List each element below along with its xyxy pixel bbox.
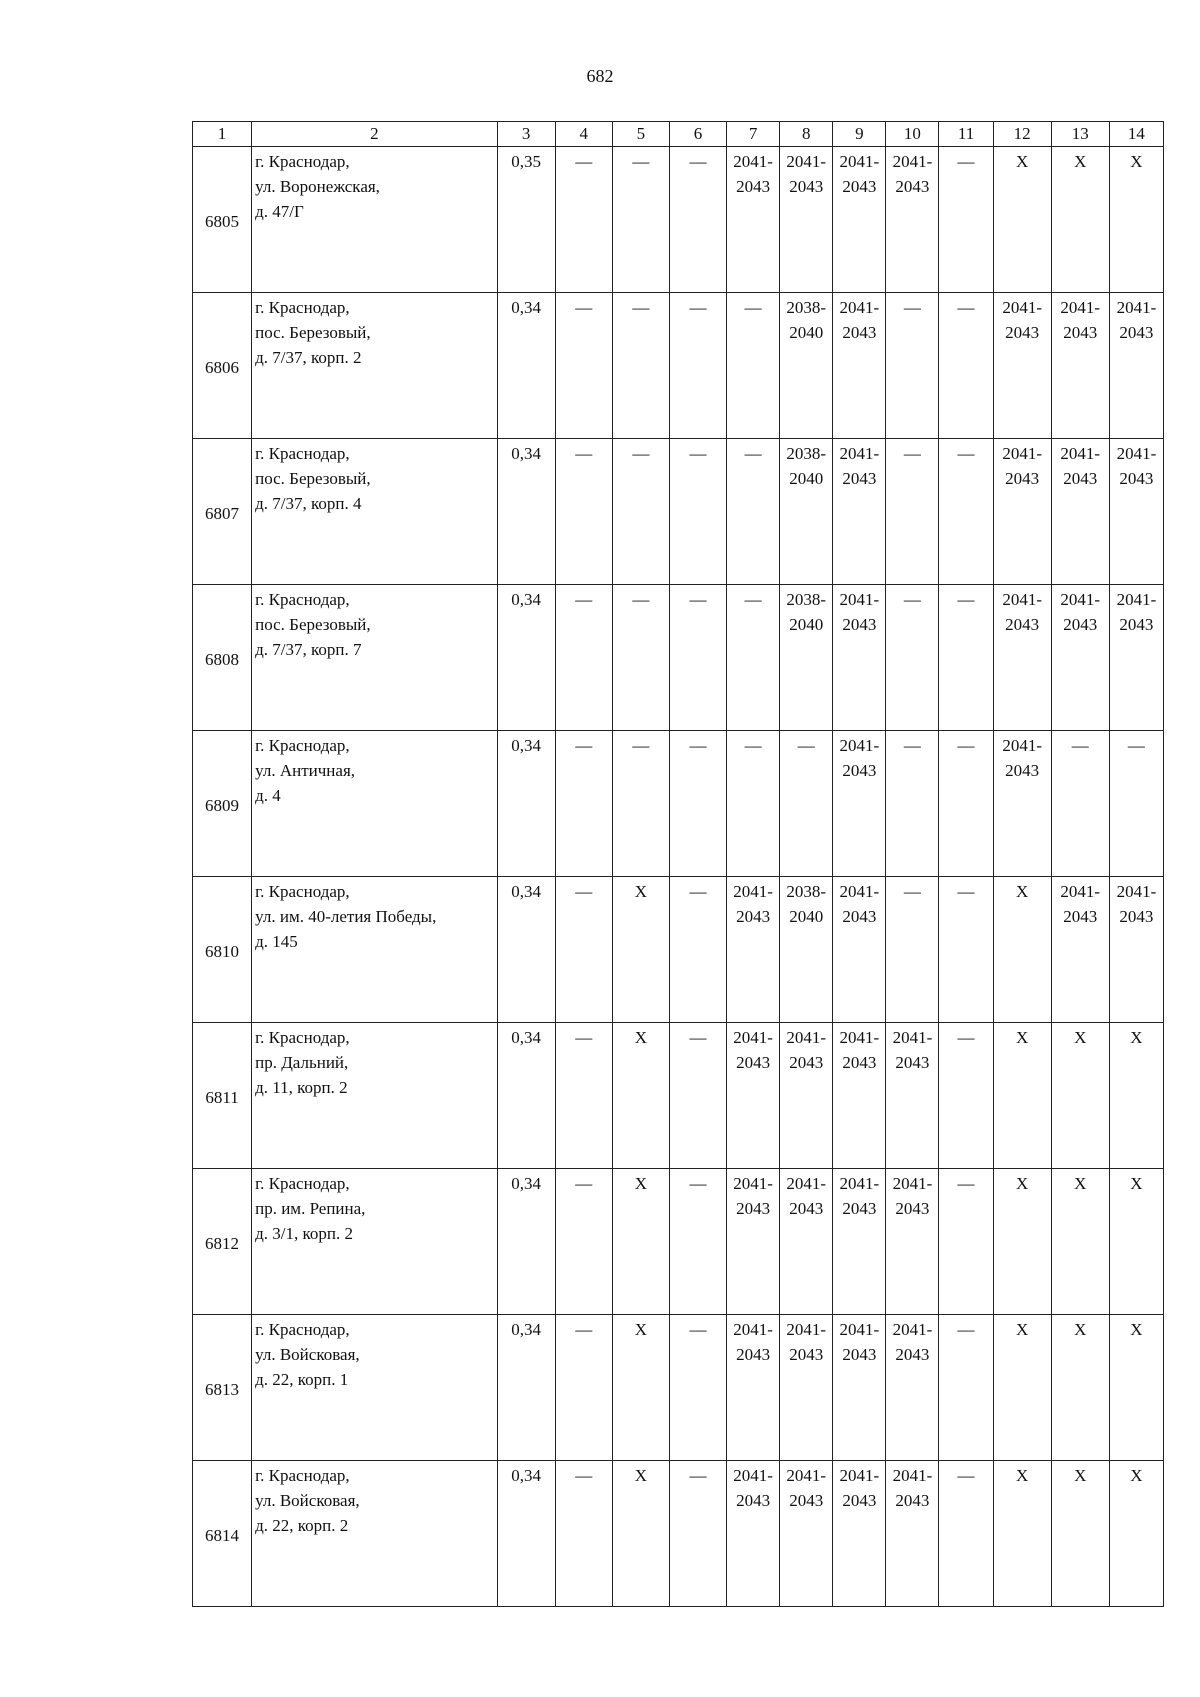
address-line: д. 145	[255, 932, 298, 951]
column-header-2: 2	[252, 122, 498, 147]
period-cell: X	[993, 147, 1051, 293]
period-cell: 2041- 2043	[1109, 293, 1163, 439]
address-line: д. 3/1, корп. 2	[255, 1224, 353, 1243]
period-cell: 2041- 2043	[1109, 585, 1163, 731]
column-header-10: 10	[886, 122, 939, 147]
row-number-text: 6812	[205, 1234, 240, 1253]
period-cell: —	[612, 147, 669, 293]
period-cell: X	[612, 1023, 669, 1169]
value-cell: 0,34	[497, 1169, 555, 1315]
period-cell: 2041- 2043	[727, 1023, 780, 1169]
table-row	[193, 1461, 1164, 1607]
period-cell: —	[669, 1315, 726, 1461]
row-number-text: 6808	[205, 650, 240, 669]
value-cell: 0,34	[497, 1315, 555, 1461]
row-number-text: 6810	[205, 942, 240, 961]
address-cell	[252, 439, 498, 585]
value-cell: 0,34	[497, 439, 555, 585]
period-cell: —	[612, 731, 669, 877]
period-cell: —	[939, 1461, 993, 1607]
address-line: д. 47/Г	[255, 202, 304, 221]
period-cell: 2041- 2043	[993, 731, 1051, 877]
period-cell: 2041- 2043	[1109, 439, 1163, 585]
period-cell: 2041- 2043	[833, 439, 886, 585]
address-line: г. Краснодар,	[255, 152, 350, 171]
value-cell: 0,34	[497, 1461, 555, 1607]
address-line: пр. Дальний,	[255, 1053, 349, 1072]
period-cell: X	[612, 1315, 669, 1461]
row-number	[193, 293, 252, 439]
period-cell: X	[1051, 1315, 1109, 1461]
period-cell: X	[1051, 1023, 1109, 1169]
address-line: пос. Березовый,	[255, 469, 371, 488]
period-cell: X	[1051, 1169, 1109, 1315]
period-cell: X	[612, 877, 669, 1023]
period-cell: 2041- 2043	[833, 1461, 886, 1607]
table-row	[193, 147, 1164, 293]
period-cell: X	[993, 1315, 1051, 1461]
address-cell	[252, 585, 498, 731]
period-cell: 2041- 2043	[886, 1461, 939, 1607]
row-number	[193, 1315, 252, 1461]
period-cell: —	[612, 293, 669, 439]
table-row	[193, 877, 1164, 1023]
value-cell: 0,34	[497, 731, 555, 877]
period-cell: 2041- 2043	[833, 877, 886, 1023]
period-cell: 2038- 2040	[780, 439, 833, 585]
table-row	[193, 731, 1164, 877]
header-row	[193, 122, 1164, 147]
address-line: г. Краснодар,	[255, 1320, 350, 1339]
address-cell	[252, 1461, 498, 1607]
row-number	[193, 147, 252, 293]
period-cell: 2041- 2043	[886, 1315, 939, 1461]
address-line: г. Краснодар,	[255, 736, 350, 755]
period-cell: —	[939, 439, 993, 585]
period-cell: —	[555, 293, 612, 439]
column-header-7: 7	[727, 122, 780, 147]
period-cell: —	[939, 1315, 993, 1461]
period-cell: —	[555, 731, 612, 877]
period-cell: —	[669, 585, 726, 731]
address-cell	[252, 877, 498, 1023]
period-cell: 2041- 2043	[833, 731, 886, 877]
address-line: д. 11, корп. 2	[255, 1078, 348, 1097]
period-cell: —	[780, 731, 833, 877]
period-cell: 2041- 2043	[833, 147, 886, 293]
row-number-text: 6814	[205, 1526, 240, 1545]
period-cell: 2041- 2043	[833, 585, 886, 731]
period-cell: 2041- 2043	[727, 1461, 780, 1607]
column-header-5: 5	[612, 122, 669, 147]
period-cell: —	[669, 293, 726, 439]
period-cell: X	[993, 877, 1051, 1023]
address-line: г. Краснодар,	[255, 444, 350, 463]
period-cell: X	[1109, 1315, 1163, 1461]
period-cell: 2041- 2043	[727, 147, 780, 293]
period-cell: —	[939, 585, 993, 731]
column-header-4: 4	[555, 122, 612, 147]
period-cell: X	[1109, 1461, 1163, 1607]
address-cell	[252, 1169, 498, 1315]
period-cell: X	[1109, 1169, 1163, 1315]
row-number-text: 6806	[205, 358, 240, 377]
period-cell: —	[669, 877, 726, 1023]
row-number-text: 6805	[205, 212, 240, 231]
period-cell: 2041- 2043	[1051, 439, 1109, 585]
period-cell: 2041- 2043	[1051, 293, 1109, 439]
period-cell: —	[727, 585, 780, 731]
period-cell: 2041- 2043	[1109, 877, 1163, 1023]
period-cell: 2041- 2043	[886, 1169, 939, 1315]
address-line: ул. им. 40-летия Победы,	[255, 907, 437, 926]
row-number-text: 6811	[205, 1088, 239, 1107]
row-number-text: 6807	[205, 504, 240, 523]
row-number	[193, 731, 252, 877]
address-line: г. Краснодар,	[255, 298, 350, 317]
period-cell: —	[886, 293, 939, 439]
address-line: д. 22, корп. 2	[255, 1516, 349, 1535]
address-line: г. Краснодар,	[255, 882, 350, 901]
address-cell	[252, 1315, 498, 1461]
period-cell: X	[993, 1023, 1051, 1169]
period-cell: 2041- 2043	[780, 1461, 833, 1607]
address-cell	[252, 1023, 498, 1169]
row-number	[193, 585, 252, 731]
period-cell: —	[669, 439, 726, 585]
period-cell: —	[939, 1169, 993, 1315]
period-cell: —	[555, 1315, 612, 1461]
row-number-text: 6813	[205, 1380, 240, 1399]
period-cell: —	[886, 439, 939, 585]
period-cell: —	[669, 1169, 726, 1315]
column-header-11: 11	[939, 122, 993, 147]
table-row	[193, 439, 1164, 585]
period-cell: —	[939, 731, 993, 877]
row-number	[193, 1461, 252, 1607]
period-cell: —	[669, 1023, 726, 1169]
row-number	[193, 439, 252, 585]
table-row	[193, 585, 1164, 731]
address-line: д. 7/37, корп. 2	[255, 348, 362, 367]
period-cell: —	[669, 147, 726, 293]
period-cell: 2041- 2043	[727, 1169, 780, 1315]
period-cell: —	[886, 877, 939, 1023]
period-cell: —	[886, 731, 939, 877]
period-cell: 2038- 2040	[780, 877, 833, 1023]
period-cell: X	[612, 1169, 669, 1315]
period-cell: 2041- 2043	[833, 1169, 886, 1315]
period-cell: 2041- 2043	[1051, 585, 1109, 731]
table-row	[193, 293, 1164, 439]
period-cell: 2041- 2043	[780, 1023, 833, 1169]
address-line: пр. им. Репина,	[255, 1199, 366, 1218]
address-line: ул. Войсковая,	[255, 1491, 360, 1510]
period-cell: —	[555, 1023, 612, 1169]
column-header-12: 12	[993, 122, 1051, 147]
address-line: г. Краснодар,	[255, 590, 350, 609]
column-header-3: 3	[497, 122, 555, 147]
table-row	[193, 1169, 1164, 1315]
period-cell: 2038- 2040	[780, 585, 833, 731]
period-cell: —	[939, 877, 993, 1023]
address-line: ул. Войсковая,	[255, 1345, 360, 1364]
table-body	[193, 122, 1164, 1607]
row-number	[193, 1169, 252, 1315]
period-cell: 2041- 2043	[833, 293, 886, 439]
period-cell: 2041- 2043	[886, 147, 939, 293]
period-cell: —	[555, 439, 612, 585]
schedule-table	[192, 121, 1164, 1607]
period-cell: X	[1051, 1461, 1109, 1607]
row-number	[193, 1023, 252, 1169]
address-line: г. Краснодар,	[255, 1466, 350, 1485]
value-cell: 0,34	[497, 877, 555, 1023]
address-line: д. 7/37, корп. 7	[255, 640, 362, 659]
page-number: 682	[586, 66, 614, 86]
address-line: г. Краснодар,	[255, 1028, 350, 1047]
period-cell: —	[939, 1023, 993, 1169]
address-line: д. 4	[255, 786, 281, 805]
period-cell: 2041- 2043	[780, 1315, 833, 1461]
column-header-13: 13	[1051, 122, 1109, 147]
column-header-6: 6	[669, 122, 726, 147]
value-cell: 0,34	[497, 1023, 555, 1169]
period-cell: —	[727, 439, 780, 585]
period-cell: X	[612, 1461, 669, 1607]
address-line: д. 7/37, корп. 4	[255, 494, 362, 513]
table-row	[193, 1023, 1164, 1169]
period-cell: —	[555, 1461, 612, 1607]
period-cell: —	[939, 293, 993, 439]
address-line: ул. Воронежская,	[255, 177, 380, 196]
period-cell: X	[1051, 147, 1109, 293]
address-cell	[252, 147, 498, 293]
row-number-text: 6809	[205, 796, 240, 815]
period-cell: —	[669, 1461, 726, 1607]
period-cell: 2041- 2043	[993, 293, 1051, 439]
period-cell: 2041- 2043	[780, 147, 833, 293]
period-cell: —	[612, 439, 669, 585]
period-cell: —	[555, 1169, 612, 1315]
period-cell: 2038- 2040	[780, 293, 833, 439]
address-line: г. Краснодар,	[255, 1174, 350, 1193]
period-cell: —	[612, 585, 669, 731]
address-line: пос. Березовый,	[255, 615, 371, 634]
value-cell: 0,34	[497, 293, 555, 439]
period-cell: 2041- 2043	[886, 1023, 939, 1169]
column-header-8: 8	[780, 122, 833, 147]
column-header-14: 14	[1109, 122, 1163, 147]
period-cell: 2041- 2043	[727, 1315, 780, 1461]
period-cell: 2041- 2043	[780, 1169, 833, 1315]
value-cell: 0,34	[497, 585, 555, 731]
period-cell: 2041- 2043	[993, 585, 1051, 731]
period-cell: X	[993, 1461, 1051, 1607]
period-cell: X	[1109, 1023, 1163, 1169]
period-cell: 2041- 2043	[1051, 877, 1109, 1023]
column-header-1: 1	[193, 122, 252, 147]
period-cell: —	[1109, 731, 1163, 877]
period-cell: 2041- 2043	[833, 1315, 886, 1461]
value-cell: 0,35	[497, 147, 555, 293]
period-cell: —	[555, 877, 612, 1023]
period-cell: 2041- 2043	[727, 877, 780, 1023]
period-cell: X	[993, 1169, 1051, 1315]
address-cell	[252, 293, 498, 439]
period-cell: —	[555, 585, 612, 731]
period-cell: 2041- 2043	[993, 439, 1051, 585]
address-line: пос. Березовый,	[255, 323, 371, 342]
period-cell: X	[1109, 147, 1163, 293]
address-cell	[252, 731, 498, 877]
period-cell: —	[939, 147, 993, 293]
column-header-9: 9	[833, 122, 886, 147]
address-line: ул. Античная,	[255, 761, 356, 780]
address-line: д. 22, корп. 1	[255, 1370, 349, 1389]
period-cell: —	[727, 731, 780, 877]
table-row	[193, 1315, 1164, 1461]
period-cell: —	[555, 147, 612, 293]
period-cell: —	[727, 293, 780, 439]
period-cell: —	[669, 731, 726, 877]
period-cell: 2041- 2043	[833, 1023, 886, 1169]
period-cell: —	[1051, 731, 1109, 877]
row-number	[193, 877, 252, 1023]
period-cell: —	[886, 585, 939, 731]
